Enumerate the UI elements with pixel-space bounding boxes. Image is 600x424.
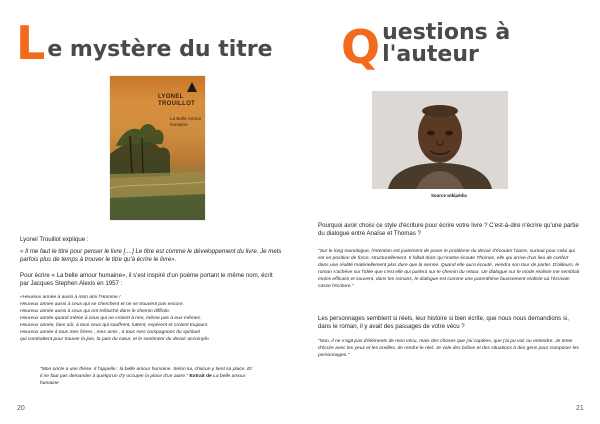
page-number-left: 20 bbox=[17, 405, 25, 412]
cover-title: La Belle Amour humaine bbox=[170, 116, 202, 127]
cover-author: LYONEL TROUILLOT bbox=[158, 94, 196, 107]
answer-1-text: "Sur le long monologue, l'intention est justement de poser le problème du devoir d'écouter l'autre, surtout pour celui qui est en position de force, structurellement. Il fallait donc qu'Anaïse écoute Thomas, elle qui arrive d'un lieu de confort dans une réalité matériellement plus dure que la sienne. Quand elle aura écouté, viendra son tour de parler. D'ailleurs, le roman s'achève sur l'idée que c'est elle qui parlera sur le chemin du retour. Un dialogue sur le mode réaliste me semblait moins efficace et souvent, dans les romans, le dialogue est comme une parenthèse faussement réaliste où l'écrivain casse l'écriture." bbox=[318, 249, 580, 289]
poem-line: Heureux année à tous mes frères , mes amis , à tous mes compagnons du spirituel bbox=[20, 329, 200, 335]
heading-initial-letter: L bbox=[16, 16, 46, 70]
heading-text: uestions à l'auteur bbox=[382, 20, 511, 68]
poem-line: Heureux année aussi à ceux qui se cherchent et ne se trouvent pas encore. bbox=[20, 301, 184, 307]
book-excerpt-text: "Mon oncle a une thèse. Il l'appelle : la belle amour humaine. Selon lui, chacun y tient sa place. Et il ne faut pas demander à quelqu'un d'y occuper la place d'un autre." bbox=[40, 367, 252, 379]
book-cover-image bbox=[110, 76, 205, 220]
title-quote bbox=[20, 248, 282, 264]
book-excerpt bbox=[40, 367, 255, 388]
poem-block bbox=[20, 295, 282, 344]
poem-line: «Heureux année à aussi à mon ami l'Homme ! bbox=[20, 295, 121, 300]
intro-text bbox=[20, 236, 280, 244]
question-1 bbox=[318, 222, 580, 238]
intro-line: Lyonel Trouillot explique : bbox=[20, 236, 89, 243]
question-2 bbox=[318, 315, 580, 331]
page-number-right: 21 bbox=[576, 405, 584, 412]
heading-initial-letter: Q bbox=[341, 19, 381, 74]
title-quote-text: « Il me faut le titre pour penser le livre [....] Le titre est comme le développement du livre. Je mets parfois plus de temps à trouver le titre qu'à écrire le livre». bbox=[20, 248, 282, 264]
excerpt-source-title: La belle amour humaine bbox=[40, 373, 246, 386]
poem-intro-line: Pour écrire « La belle amour humaine», il s'est inspiré d'un poème portant le même nom, écrit par Jacques Stephen Alexis en 1957 : bbox=[20, 272, 273, 288]
author-portrait-image bbox=[372, 91, 508, 189]
poem-line: Heureux année quand même à ceux qui ne croient à rien, même pas à eux-mêmes. bbox=[20, 315, 202, 321]
publisher-logo-icon bbox=[187, 82, 197, 92]
answer-1 bbox=[318, 249, 580, 291]
left-page-heading bbox=[16, 16, 273, 70]
answer-2 bbox=[318, 339, 580, 360]
poem-line: Heureux année aussi à ceux qui ont trébuché dans le chemin difficile. bbox=[20, 308, 171, 314]
poem-intro-text bbox=[20, 272, 282, 288]
poem-line: Heureux année, bien sûr, à tous ceux qui souffrent, luttent, espèrent et croient toujours. bbox=[20, 322, 209, 328]
heading-text: e mystère du titre bbox=[47, 36, 273, 62]
question-1-text: Pourquoi avoir choisi ce style d'écriture pour écrire votre livre ? C'est-à-dire n'écrire qu'une partie du dialogue entre Anaïse et Thomas ? bbox=[318, 222, 579, 238]
excerpt-source-label: Extrait de bbox=[189, 373, 212, 379]
answer-2-text: "Non, il ne s'agit pas d'éléments de mon vécu, mais des choses que j'ai captées, que j'ai pu voir ou entendre. Je tente d'écrire avec les yeux et les oreilles, de rendre le réel. Je vole des bribes et des situations à des gens pour composer les personnages." bbox=[318, 339, 579, 358]
portrait-illustration bbox=[372, 91, 508, 189]
photo-caption: Source wikipédia bbox=[431, 193, 467, 198]
poem-line: qui combattent pour trouver la joie, la paix du cœur, et le sentiment du devoir accompli» bbox=[20, 336, 210, 342]
question-2-text: Les personnages semblent si réels, leur histoire si bien écrite, que nous nous demandions si, dans le roman, il y avait des passages de votre vécu ? bbox=[318, 315, 570, 331]
right-page-heading bbox=[341, 19, 552, 74]
